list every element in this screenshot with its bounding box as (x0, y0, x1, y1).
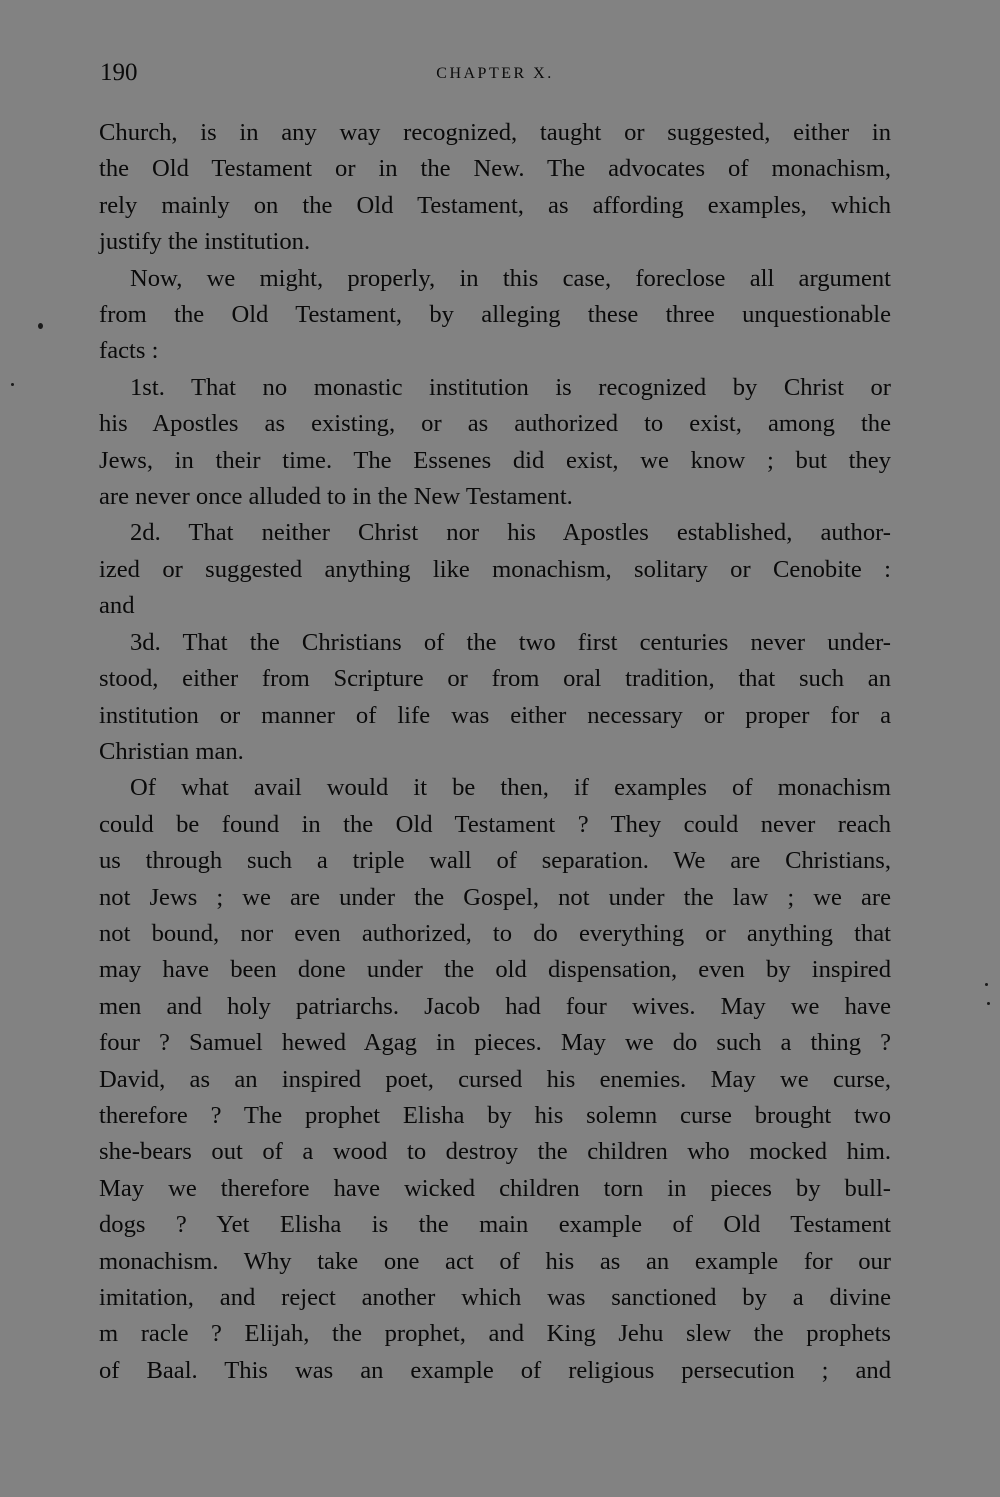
scan-speck (987, 1002, 990, 1005)
text-line: could be found in the Old Testament ? They could never reach (99, 810, 891, 838)
text-line: not bound, nor even authorized, to do everything or anything that (99, 919, 891, 947)
text-line: the Old Testament or in the New. The advocates of monachism, (99, 155, 891, 183)
text-line: monachism. Why take one act of his as an example for our (99, 1247, 891, 1275)
text-line: Jews, in their time. The Essenes did exist, we know ; but they (99, 446, 891, 474)
text-line: 2d. That neither Christ nor his Apostles established, author- (130, 519, 891, 547)
text-line: 1st. That no monastic institution is recognized by Christ or (130, 373, 891, 401)
text-line: may have been done under the old dispensation, even by inspired (99, 956, 891, 984)
text-line: stood, either from Scripture or from oral tradition, that such an (99, 665, 891, 693)
text-line: and (99, 592, 135, 620)
text-line: therefore ? The prophet Elisha by his solemn curse brought two (99, 1101, 891, 1129)
text-line: Now, we might, properly, in this case, foreclose all argument (130, 264, 891, 292)
text-line: are never once alluded to in the New Testament. (99, 483, 573, 511)
text-line: four ? Samuel hewed Agag in pieces. May we do such a thing ? (99, 1029, 891, 1057)
scan-speck (38, 323, 43, 329)
text-line: his Apostles as existing, or as authorized to exist, among the (99, 410, 891, 438)
text-line: men and holy patriarchs. Jacob had four wives. May we have (99, 992, 891, 1020)
text-line: 3d. That the Christians of the two first centuries never under- (130, 628, 891, 656)
page-number: 190 (100, 59, 138, 86)
scan-speck (985, 983, 988, 986)
text-line: Christian man. (99, 737, 244, 765)
text-line: imitation, and reject another which was sanctioned by a divine (99, 1284, 891, 1311)
text-line: dogs ? Yet Elisha is the main example of Old Testament (99, 1211, 891, 1239)
page-header (100, 58, 890, 92)
text-line: rely mainly on the Old Testament, as affording examples, which (99, 191, 891, 219)
text-line: ized or suggested anything like monachism, solitary or Cenobite : (99, 555, 891, 583)
text-line: justify the institution. (99, 228, 311, 256)
text-line: not Jews ; we are under the Gospel, not under the law ; we are (99, 883, 891, 911)
scan-speck (11, 383, 14, 386)
text-line: facts : (99, 337, 159, 365)
text-line: of Baal. This was an example of religious persecution ; and (99, 1356, 891, 1384)
body-text (99, 115, 891, 1389)
text-line: institution or manner of life was either necessary or proper for a (99, 701, 891, 729)
text-line: David, as an inspired poet, cursed his enemies. May we curse, (99, 1065, 891, 1093)
text-line: Church, is in any way recognized, taught or suggested, either in (99, 119, 891, 146)
text-line: she-bears out of a wood to destroy the children who mocked him. (99, 1138, 891, 1166)
text-line: Of what avail would it be then, if examples of monachism (130, 774, 891, 802)
text-line: May we therefore have wicked children torn in pieces by bull- (99, 1174, 891, 1202)
running-head: CHAPTER X. (436, 65, 554, 82)
text-line: m racle ? Elijah, the prophet, and King Jehu slew the prophets (99, 1320, 891, 1348)
text-line: us through such a triple wall of separation. We are Christians, (99, 847, 891, 875)
text-line: from the Old Testament, by alleging these three unquestionable (99, 301, 891, 329)
